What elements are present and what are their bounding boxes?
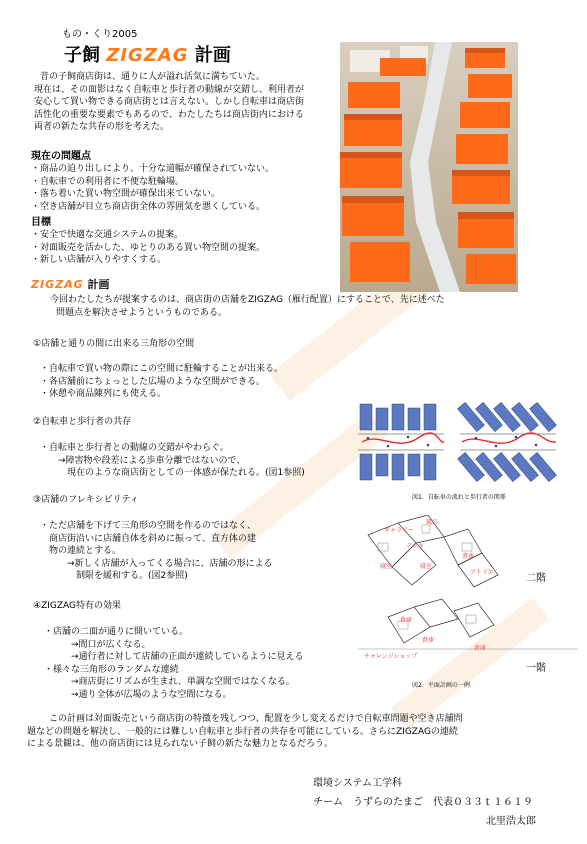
intro-line: 現在は、その面影はなく自転車と歩行者の動線が交錯し、利用者が [34,84,305,95]
intro-line: 両者の新たな共存の形を考えた。 [34,122,170,132]
title-zigzag: ZIGZAG [106,45,189,66]
goals-list [31,229,265,267]
section-line: 制限を緩和する。(図2参照) [40,571,188,581]
figure-1-caption: 図1．自転車の流れと歩行者の関係 [412,494,506,501]
section-line: →商店街にリズムが生まれ、単調な空間ではなくなる。 [44,677,295,687]
floor-1-label: 一階 [526,663,546,674]
section-line: →通り全体が広場のような空間になる。 [44,689,232,700]
section-line: ・店舗の二面が通りに開いている。 [44,627,189,637]
plan-line: 今回わたしたちが提案するのは、商店街の店舗をZIGZAG（雁行配置）にすることで、先に述べた [50,295,445,305]
credits-name: 北里浩太郎 [486,816,536,827]
list-item: ・落ち着いた買い物空間が確保出来ていない。 [31,189,221,199]
header-subtitle: もの・くり2005 [62,29,138,40]
plan-label: 書斎 [462,553,475,560]
section-line: ・ただ店舗を下げて三角形の空間を作るのではなく、 [40,521,256,531]
plan-heading [31,276,109,292]
section-line: →間口が広くなる。 [44,639,151,650]
section-line: →新しく店舗が入ってくる場合に、店舗の形による [40,558,273,569]
conclusion-paragraph [27,713,463,751]
credits-team: チーム うずらのたまご 代表０３３ｔ１６１９ [313,797,533,808]
plan-label: 倉庫 [422,637,435,644]
plan-label: 倉庫 [400,617,413,624]
plan-label: 風呂 [426,519,439,526]
list-item: ・対面販売を活かした、ゆとりのある買い物空間の提案。 [31,242,266,253]
section-heading: ②自転車と歩行者の共存 [33,417,132,427]
figure-1-diagram [358,398,558,488]
credits-dept: 環境システム工学科 [313,778,402,789]
model-photo [340,42,518,292]
plan-label: 寝室 [420,563,433,570]
section-line: →障害物や段差による歩車分離ではないので、 [40,455,246,466]
section-line: ・各店舗前にちょっとした広場のような空間ができる。 [40,376,266,387]
plan-label: ギャラリー [384,527,415,534]
floor-2-label: 二階 [526,573,546,584]
conclusion-line: 題などの問題を解決し、一般的には難しい自転車と歩行者の共存を可能にしている。さらにZIGZAGの連続 [27,726,458,737]
plan-label: 寝室 [380,563,393,570]
section-line: ・休憩や商品陳列にも使える。 [40,389,167,399]
title-pre: 子飼 [64,45,100,66]
problems-heading: 現在の問題点 [31,151,91,162]
section-heading: ①店舗と通りの間に出来る三角形の空間 [33,339,195,349]
plan-label: デッキ [406,543,424,550]
figure-1 [358,398,558,488]
section-heading: ③店舗のフレキシビリティ [33,495,139,505]
section-line: →通行者に対して店舗の正面が連続しているように見える [44,652,304,662]
page-title [64,41,231,67]
section-line: 商店街沿いに店舗自体を斜めに振って、直方体の建 [40,533,256,544]
list-item: ・商品の迫り出しにより、十分な道幅が確保されていない。 [31,164,275,174]
intro-line: 活性化の重要な要素でもあるので、わたしたちは商店街内における [34,109,304,120]
section-body [40,442,305,480]
section-body [44,626,304,701]
problems-list [31,163,274,213]
section-line: ・自転車と歩行者との動線の交錯がやわらぐ。 [40,443,229,453]
plan-paragraph [50,294,445,319]
list-item: ・自転車での利用者に不便な駐輪場。 [31,176,185,187]
goals-heading: 目標 [31,217,51,228]
section-body [40,520,273,583]
conclusion-line: この計画は対面販売という商店街の特徴を残しつつ、配置を少し変えるだけで自転車問題や空き店舗問 [49,714,463,724]
intro-line: 昔の子飼商店街は、通りに人が溢れ活気に満ちていた。 [40,72,265,82]
section-line: 現在のような商店街としての一体感が保たれる。(図1参照) [40,468,305,478]
plan-heading-post: 計画 [87,278,110,291]
list-item: ・空き店舗が目立ち商店街全体の雰囲気を悪くしている。 [31,201,266,212]
list-item: ・新しい店舗が入りやすくする。 [31,255,167,265]
section-line: ・様々な三角形のランダムな連続 [44,664,179,675]
conclusion-line: による景観は、他の商店街には見られない子飼の新たな魅力となるだろう。 [27,739,334,749]
plan-heading-zigzag: ZIGZAG [31,278,84,291]
title-post: 計画 [194,45,231,66]
plan-line: 問題点を解決させようというものである。 [56,307,228,318]
figure-2-caption: 図2．平面計画の一例 [412,682,470,689]
plan-label: チャレンジショップ [364,653,418,660]
plan-label: 倉庫 [474,645,487,652]
section-body [40,363,283,401]
plan-label: アトリエ [470,569,494,576]
intro-line: 安心して買い物できる商店街とは言えない。しかし自転車は商店街 [34,97,305,107]
figure-2 [358,515,578,675]
section-line: ・自転車で買い物の際にこの空間に駐輪することが出来る。 [40,364,284,374]
intro-paragraph [34,71,304,134]
section-heading: ④ZIGZAG特有の効果 [33,601,122,611]
list-item: ・安全で快適な交通システムの提案。 [31,230,184,240]
section-line: 物の連続とする。 [40,546,122,556]
model-photo-image [340,42,518,292]
